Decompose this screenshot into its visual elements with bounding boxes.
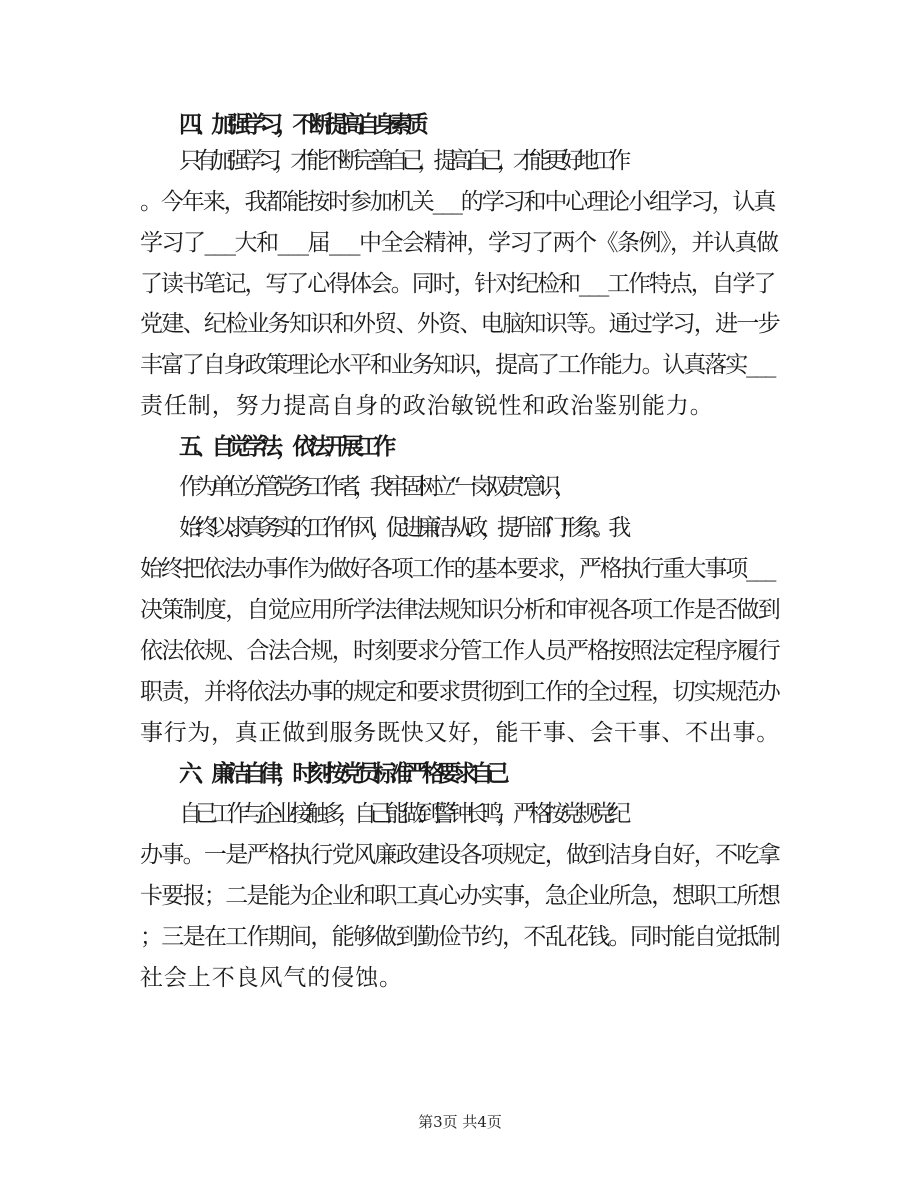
paragraph-line: ；三是在工作期间，能够做到勤俭节约，不乱花钱。同时能自觉抵制 — [140, 924, 780, 950]
paragraph-line: 始终把依法办事作为做好各项工作的基本要求，严格执行重大事项___ — [140, 556, 775, 582]
paragraph-line: 作为单位分管党务工作者，我牢固树立“一岗双责”意识， — [179, 474, 570, 500]
paragraph-line: 办事。一是严格执行党风廉政建设各项规定，做到洁身自好，不吃拿 — [140, 842, 780, 868]
paragraph-line: 党建、纪检业务知识和外贸、外资、电脑知识等。通过学习，进一步 — [140, 311, 780, 337]
paragraph-line: 责任制，努力提高自身的政治敏锐性和政治鉴别能力。 — [140, 393, 714, 419]
paragraph-line: 丰富了自身政策理论水平和业务知识，提高了工作能力。认真落实___ — [140, 352, 775, 378]
paragraph-line: 自己工作与企业接触多，自己能做到警钟长鸣，严格按党规党纪 — [179, 801, 625, 827]
paragraph-line: 始终以求真务实的工作作风，促进廉洁从政，提升部门形象。我 — [179, 515, 625, 541]
section-heading: 五、自觉学法，依法开展工作 — [179, 434, 390, 460]
paragraph-line: 。今年来，我都能按时参加机关___的学习和中心理论小组学习，认真 — [140, 189, 775, 215]
page-number-footer: 第3页 共4页 — [418, 1113, 502, 1131]
paragraph-line: 职责，并将依法办事的规定和要求贯彻到工作的全过程，切实规范办 — [140, 679, 780, 705]
paragraph-line: 社会上不良风气的侵蚀。 — [140, 965, 403, 991]
paragraph-line: 决策制度，自觉应用所学法律法规知识分析和审视各项工作是否做到 — [140, 597, 780, 623]
paragraph-line: 只有加强学习，才能不断完善自己，提高自己，才能更好地工作 — [179, 148, 625, 174]
section-heading: 六、廉洁自律，时刻按党员标准严格要求自己 — [179, 761, 504, 787]
paragraph-line: 依法依规、合法合规，时刻要求分管工作人员严格按照法定程序履行 — [140, 638, 780, 664]
paragraph-line: 卡要报；二是能为企业和职工真心办实事，急企业所急，想职工所想 — [140, 883, 780, 909]
paragraph-line: 事行为，真正做到服务既快又好，能干事、会干事、不出事。 — [140, 720, 780, 746]
section-heading: 四、加强学习，不断提高自身素质 — [179, 112, 423, 138]
paragraph-line: 学习了___大和___届___中全会精神，学习了两个《条例》，并认真做 — [140, 230, 778, 256]
paragraph-line: 了读书笔记，写了心得体会。同时，针对纪检和___工作特点，自学了 — [140, 271, 775, 297]
